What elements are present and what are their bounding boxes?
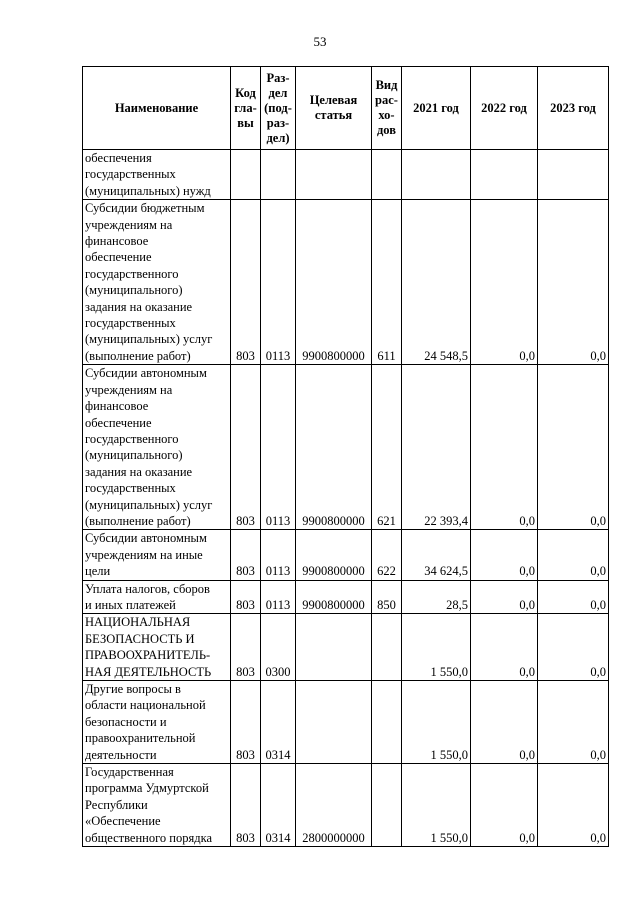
table-row	[83, 150, 609, 200]
budget-table	[82, 66, 609, 847]
header-text-line: Наименование	[114, 100, 199, 115]
name-text-line: государственных	[85, 167, 176, 182]
amount-2023-cell: 0,0	[538, 200, 609, 365]
name-text-line: Субсидии автономным	[85, 531, 207, 546]
name-text-line: программа Удмуртской	[85, 781, 209, 796]
amount-2021-cell: 28,5	[402, 580, 471, 614]
name-text-line: Субсидии автономным	[85, 366, 207, 381]
target-article-cell: 9900800000	[296, 530, 372, 580]
amount-2023-cell: 0,0	[538, 365, 609, 530]
section-cell	[261, 150, 296, 200]
table-row	[83, 530, 609, 580]
name-text-line: деятельности	[85, 747, 157, 762]
name-text-line: государственного	[85, 431, 179, 446]
name-text-line: Субсидии бюджетным	[85, 201, 205, 216]
name-text-line: (выполнение работ)	[85, 348, 191, 363]
name-text-line: безопасности и	[85, 714, 167, 729]
section-cell: 0113	[261, 530, 296, 580]
section-cell: 0113	[261, 365, 296, 530]
name-text-line: обеспечение	[85, 415, 152, 430]
page-number: 53	[313, 34, 327, 49]
header-text-line: раз-	[266, 115, 290, 130]
expense-type-cell	[372, 614, 402, 681]
header-text-line: 2023 год	[550, 100, 596, 115]
header-type	[372, 67, 402, 150]
table-row	[83, 365, 609, 530]
name-text-line: обеспечение	[85, 250, 152, 265]
name-text-line: ПРАВООХРАНИТЕЛЬ-	[85, 648, 211, 663]
amount-2023-cell	[538, 150, 609, 200]
name-text-line: (муниципальных) услуг	[85, 497, 213, 512]
header-text-line: вы	[237, 115, 254, 130]
name-text-line: (муниципальных) услуг	[85, 332, 213, 347]
name-text-line: Государственная	[85, 765, 174, 780]
header-text-line: дел)	[266, 130, 290, 145]
name-cell	[83, 681, 231, 764]
name-text-line: и иных платежей	[85, 597, 176, 612]
amount-2021-cell	[402, 150, 471, 200]
code-cell: 803	[231, 580, 261, 614]
section-cell: 0113	[261, 200, 296, 365]
amount-2021-cell: 1 550,0	[402, 764, 471, 847]
amount-2023-cell: 0,0	[538, 580, 609, 614]
expense-type-cell	[372, 681, 402, 764]
expense-type-cell	[372, 150, 402, 200]
name-cell	[83, 150, 231, 200]
table-row	[83, 764, 609, 847]
section-cell: 0314	[261, 681, 296, 764]
code-cell: 803	[231, 681, 261, 764]
header-code	[231, 67, 261, 150]
name-text-line: государственного	[85, 266, 179, 281]
amount-2023-cell: 0,0	[538, 530, 609, 580]
name-text-line: правоохранительной	[85, 731, 196, 746]
name-text-line: общественного порядка	[85, 830, 213, 845]
header-text-line: гла-	[234, 100, 257, 115]
table-body	[83, 150, 609, 847]
name-text-line: Республики	[85, 797, 148, 812]
name-cell	[83, 764, 231, 847]
code-cell: 803	[231, 614, 261, 681]
expense-type-cell: 621	[372, 365, 402, 530]
amount-2023-cell: 0,0	[538, 681, 609, 764]
amount-2022-cell: 0,0	[471, 530, 538, 580]
amount-2021-cell: 22 393,4	[402, 365, 471, 530]
header-text-line: дел	[268, 85, 288, 100]
amount-2021-cell: 1 550,0	[402, 614, 471, 681]
amount-2022-cell	[471, 150, 538, 200]
amount-2022-cell: 0,0	[471, 200, 538, 365]
name-text-line: учреждениям на	[85, 217, 173, 232]
amount-2023-cell: 0,0	[538, 764, 609, 847]
name-text-line: НАЯ ДЕЯТЕЛЬНОСТЬ	[85, 664, 212, 679]
name-text-line: государственных	[85, 316, 176, 331]
header-section	[261, 67, 296, 150]
expense-type-cell: 622	[372, 530, 402, 580]
name-text-line: финансовое	[85, 399, 149, 414]
section-cell: 0314	[261, 764, 296, 847]
target-article-cell: 2800000000	[296, 764, 372, 847]
name-cell	[83, 200, 231, 365]
section-cell: 0113	[261, 580, 296, 614]
amount-2022-cell: 0,0	[471, 764, 538, 847]
expense-type-cell: 850	[372, 580, 402, 614]
table-row	[83, 580, 609, 614]
name-text-line: государственных	[85, 481, 176, 496]
section-cell: 0300	[261, 614, 296, 681]
expense-type-cell	[372, 764, 402, 847]
name-text-line: НАЦИОНАЛЬНАЯ	[85, 615, 191, 630]
name-text-line: учреждениям на	[85, 382, 173, 397]
name-text-line: Уплата налогов, сборов	[85, 581, 210, 596]
name-text-line: области национальной	[85, 698, 206, 713]
name-text-line: (муниципального)	[85, 283, 183, 298]
code-cell: 803	[231, 764, 261, 847]
name-text-line: БЕЗОПАСНОСТЬ И	[85, 631, 195, 646]
header-text-line: Вид	[375, 78, 398, 92]
name-text-line: (муниципального)	[85, 448, 183, 463]
header-text-line: Раз-	[266, 70, 290, 85]
table-header-row	[83, 67, 609, 150]
header-text-line: Целевая	[309, 93, 358, 107]
name-cell	[83, 530, 231, 580]
header-2021	[402, 67, 471, 150]
name-text-line: «Обеспечение	[85, 814, 161, 829]
header-2023	[538, 67, 609, 150]
header-2022	[471, 67, 538, 150]
amount-2022-cell: 0,0	[471, 614, 538, 681]
name-text-line: обеспечения	[85, 151, 152, 165]
target-article-cell	[296, 681, 372, 764]
target-article-cell	[296, 150, 372, 200]
header-target	[296, 67, 372, 150]
amount-2022-cell: 0,0	[471, 681, 538, 764]
name-cell	[83, 614, 231, 681]
header-text-line: 2022 год	[481, 100, 527, 115]
target-article-cell: 9900800000	[296, 200, 372, 365]
amount-2021-cell: 34 624,5	[402, 530, 471, 580]
name-cell	[83, 365, 231, 530]
name-text-line: цели	[85, 564, 111, 579]
header-text-line: дов	[376, 123, 396, 137]
expense-type-cell: 611	[372, 200, 402, 365]
amount-2022-cell: 0,0	[471, 580, 538, 614]
code-cell: 803	[231, 365, 261, 530]
table-row	[83, 200, 609, 365]
code-cell	[231, 150, 261, 200]
name-text-line: Другие вопросы в	[85, 682, 181, 696]
name-cell	[83, 580, 231, 614]
name-text-line: учреждениям на иные	[85, 547, 203, 562]
amount-2023-cell: 0,0	[538, 614, 609, 681]
header-text-line: рас-	[375, 93, 398, 107]
name-text-line: (муниципальных) нужд	[85, 183, 211, 198]
code-cell: 803	[231, 200, 261, 365]
header-text-line: (под-	[264, 100, 292, 115]
amount-2022-cell: 0,0	[471, 365, 538, 530]
header-name	[83, 67, 231, 150]
table-row	[83, 614, 609, 681]
header-text-line: Код	[235, 85, 256, 100]
amount-2021-cell: 1 550,0	[402, 681, 471, 764]
name-text-line: задания на оказание	[85, 299, 193, 314]
name-text-line: финансовое	[85, 234, 149, 249]
header-text-line: статья	[314, 108, 353, 122]
code-cell: 803	[231, 530, 261, 580]
target-article-cell: 9900800000	[296, 580, 372, 614]
target-article-cell: 9900800000	[296, 365, 372, 530]
table-row	[83, 681, 609, 764]
target-article-cell	[296, 614, 372, 681]
amount-2021-cell: 24 548,5	[402, 200, 471, 365]
name-text-line: (выполнение работ)	[85, 513, 191, 528]
name-text-line: задания на оказание	[85, 464, 193, 479]
header-text-line: 2021 год	[413, 100, 459, 115]
header-text-line: хо-	[378, 108, 395, 122]
